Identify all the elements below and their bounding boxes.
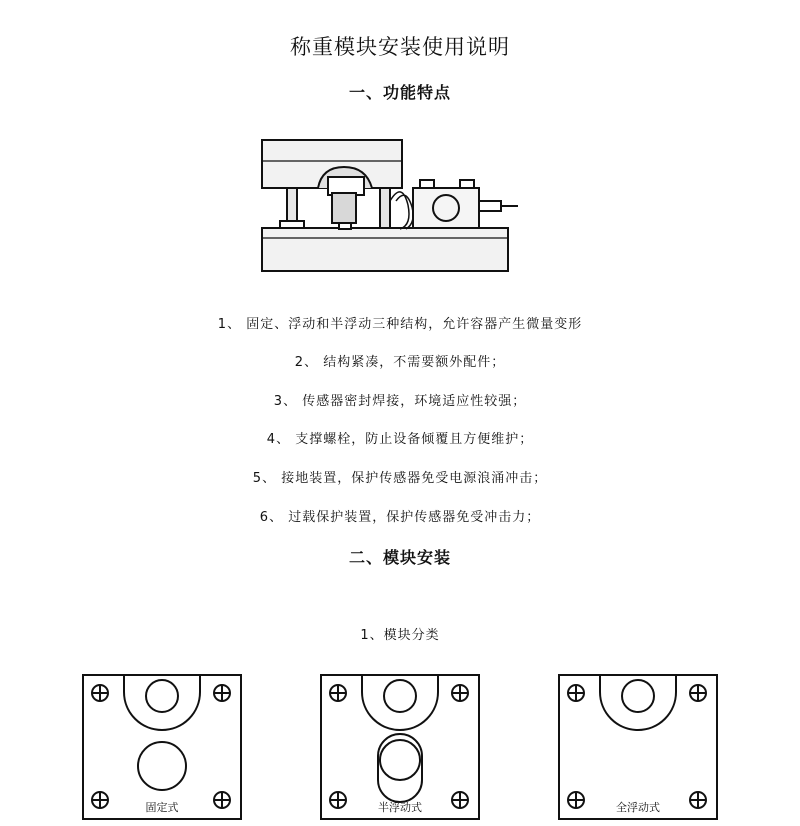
bolt-icon xyxy=(690,685,706,701)
weighing-module-illustration xyxy=(240,133,530,278)
module-label-semi-floating: 半浮动式 xyxy=(378,801,422,814)
feature-item-4: 4、 支撑螺栓，防止设备倾覆且方便维护； xyxy=(266,432,534,447)
bolt-icon xyxy=(568,685,584,701)
feature-item-2: 2、 结构紧凑，不需要额外配件； xyxy=(294,355,506,370)
module-diagram-semi-floating xyxy=(320,674,480,820)
bolt-icon xyxy=(92,685,108,701)
module-label-full-floating: 全浮动式 xyxy=(616,801,660,814)
feature-item-3: 3、 传感器密封焊接，环境适应性较强； xyxy=(273,394,527,409)
bolt-icon xyxy=(92,792,108,808)
feature-item-1: 1、 固定、浮动和半浮动三种结构，允许容器产生微量变形 xyxy=(217,317,583,332)
section-heading-installation: 二、模块安装 xyxy=(348,548,451,567)
module-label-fixed: 固定式 xyxy=(145,801,179,814)
bolt-icon xyxy=(214,792,230,808)
feature-item-5: 5、 接地装置，保护传感器免受电源浪涌冲击； xyxy=(252,471,548,486)
bolt-icon xyxy=(568,792,584,808)
bolt-icon xyxy=(214,685,230,701)
module-diagram-fixed xyxy=(82,674,242,820)
bolt-icon xyxy=(330,792,346,808)
module-diagram-full-floating xyxy=(558,674,718,820)
section-heading-features: 一、功能特点 xyxy=(348,83,451,102)
bolt-icon xyxy=(452,685,468,701)
subsection-heading-classification: 1、模块分类 xyxy=(360,628,440,643)
bolt-icon xyxy=(330,685,346,701)
document-title: 称重模块安装使用说明 xyxy=(290,35,510,59)
bolt-icon xyxy=(690,792,706,808)
feature-item-6: 6、 过载保护装置，保护传感器免受冲击力； xyxy=(259,510,541,525)
bolt-icon xyxy=(452,792,468,808)
